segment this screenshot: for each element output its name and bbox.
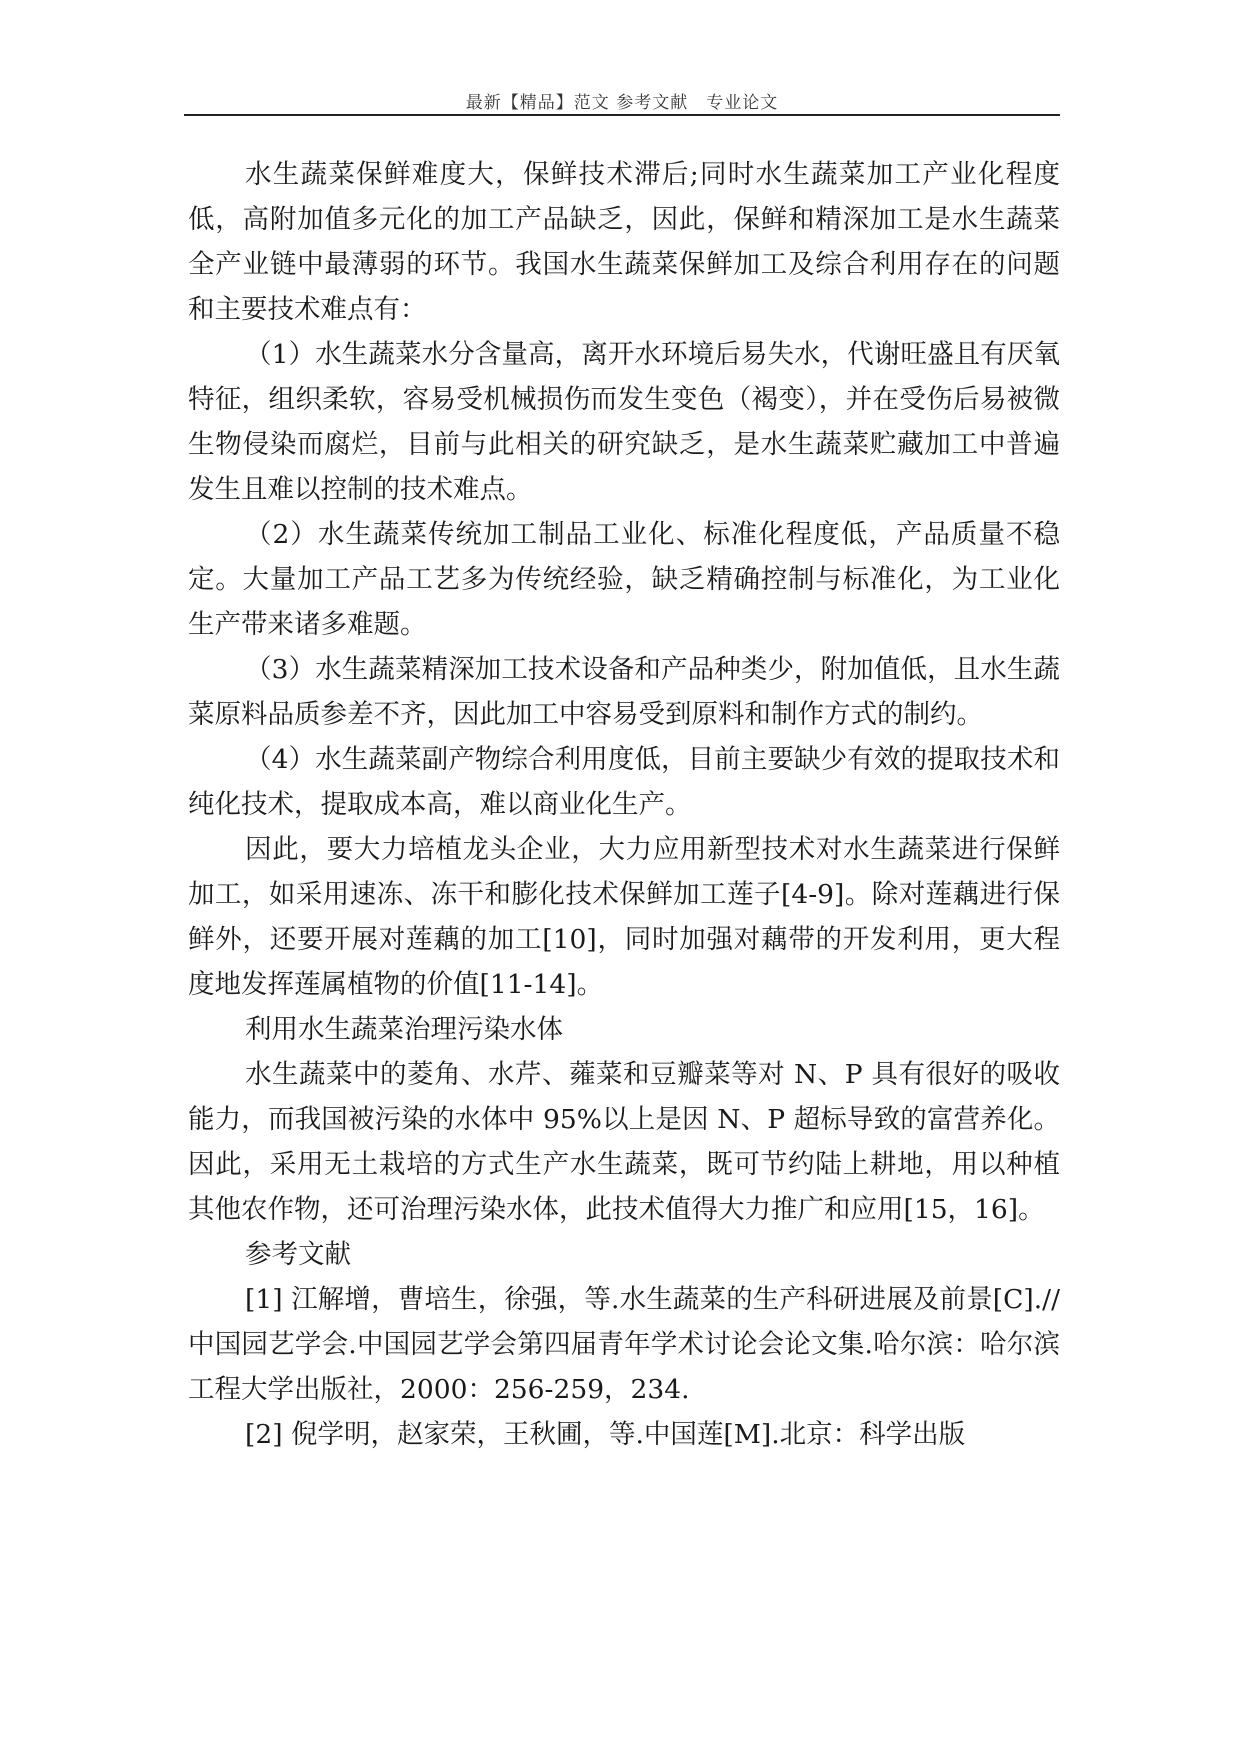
header-divider (184, 114, 1060, 116)
paragraph-item-4: （4）水生蔬菜副产物综合利用度低，目前主要缺少有效的提取技术和纯化技术，提取成本高，难以商业化生产。 (188, 744, 1060, 820)
reference-1: [1] 江解增，曹培生，徐强，等.水生蔬菜的生产科研进展及前景[C].//中国园艺学会.中国园艺学会第四届青年学术讨论会论文集.哈尔滨：哈尔滨工程大学出版社，2000：256-259，234. (188, 1284, 1060, 1405)
section-heading: 利用水生蔬菜治理污染水体 (245, 1014, 563, 1045)
document-body (188, 152, 1060, 1457)
paragraph-item-2: （2）水生蔬菜传统加工制品工业化、标准化程度低，产品质量不稳定。大量加工产品工艺多为传统经验，缺乏精确控制与标准化，为工业化生产带来诸多难题。 (188, 519, 1060, 640)
paragraph-intro: 水生蔬菜保鲜难度大，保鲜技术滞后;同时水生蔬菜加工产业化程度低，高附加值多元化的加工产品缺乏，因此，保鲜和精深加工是水生蔬菜全产业链中最薄弱的环节。我国水生蔬菜保鲜加工及综合利用存在的问题和主要技术难点有： (188, 159, 1060, 325)
paragraph-item-1: （1）水生蔬菜水分含量高，离开水环境后易失水，代谢旺盛且有厌氧特征，组织柔软，容易受机械损伤而发生变色（褐变），并在受伤后易被微生物侵染而腐烂，目前与此相关的研究缺乏，是水生蔬菜贮藏加工中普遍发生且难以控制的技术难点。 (188, 339, 1060, 505)
paragraph-item-3: （3）水生蔬菜精深加工技术设备和产品种类少，附加值低，且水生蔬菜原料品质参差不齐，因此加工中容易受到原料和制作方式的制约。 (188, 654, 1060, 730)
paragraph-conclusion: 因此，要大力培植龙头企业，大力应用新型技术对水生蔬菜进行保鲜加工，如采用速冻、冻干和膨化技术保鲜加工莲子[4-9]。除对莲藕进行保鲜外，还要开展对莲藕的加工[10]，同时加强对藕带的开发利用，更大程度地发挥莲属植物的价值[11-14]。 (188, 834, 1060, 1000)
paragraph-pollution: 水生蔬菜中的菱角、水芹、蕹菜和豆瓣菜等对 N、P 具有很好的吸收能力，而我国被污染的水体中 95%以上是因 N、P 超标导致的富营养化。因此，采用无土栽培的方式生产水生蔬菜，既可节约陆上耕地，用以种植其他农作物，还可治理污染水体，此技术值得大力推广和应用[15，16]。 (188, 1059, 1060, 1225)
references-heading: 参考文献 (245, 1239, 351, 1270)
reference-2: [2] 倪学明，赵家荣，王秋圃，等.中国莲[M].北京：科学出版 (245, 1419, 966, 1450)
page-header: 最新【精品】范文 参考文献 专业论文 (465, 93, 779, 113)
